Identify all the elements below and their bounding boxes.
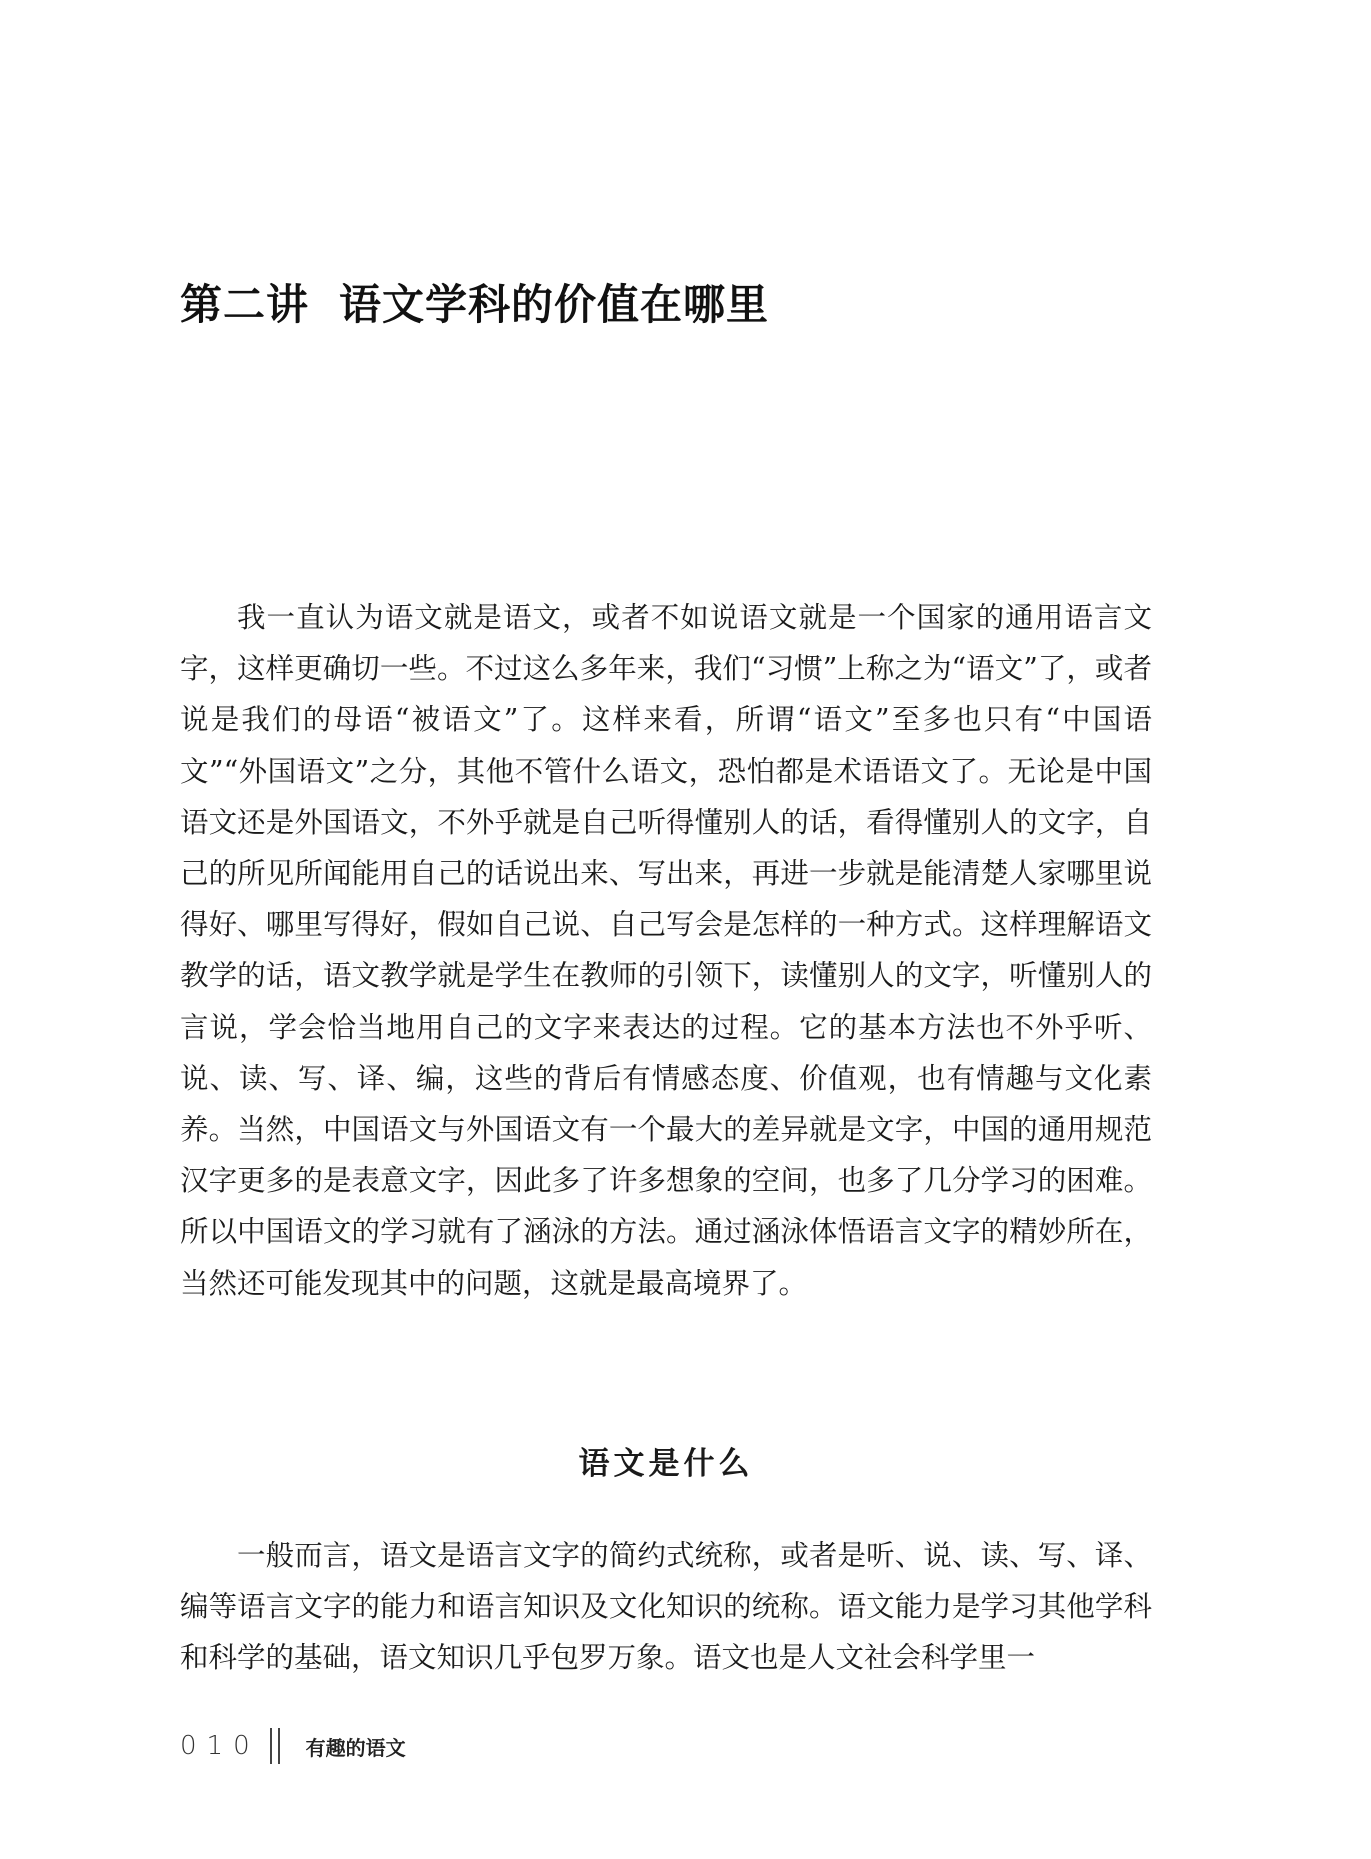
page-footer (180, 1726, 406, 1766)
footer-divider (270, 1728, 280, 1764)
section-paragraph: 一般而言，语文是语言文字的简约式统称，或者是听、说、读、写、译、编等语言文字的能力和语言知识及文化知识的统称。语文能力是学习其他学科和科学的基础，语文知识几乎包罗万象。语文也是人文社会科学里一 (180, 1539, 1152, 1675)
chapter-title-text: 语文学科的价值在哪里 (339, 280, 770, 329)
chapter-label: 第二讲 (180, 280, 310, 329)
section-heading: 语文是什么 (578, 1446, 754, 1482)
page-number: 010 (180, 1731, 260, 1761)
book-title: 有趣的语文 (305, 1735, 406, 1760)
chapter-title (180, 272, 769, 332)
intro-paragraph: 我一直认为语文就是语文，或者不如说语文就是一个国家的通用语言文字，这样更确切一些。不过这么多年来，我们“习惯”上称之为“语文”了，或者说是我们的母语“被语文”了。这样来看，所谓“语文”至多也只有“中国语文”“外国语文”之分，其他不管什么语文，恐怕都是术语语文了。无论是中国语文还是外国语文，不外乎就是自己听得懂别人的话，看得懂别人的文字，自己的所见所闻能用自己的话说出来、写出来，再进一步就是能清楚人家哪里说得好、哪里写得好，假如自己说、自己写会是怎样的一种方式。这样理解语文教学的话，语文教学就是学生在教师的引领下，读懂别人的文字，听懂别人的言说，学会恰当地用自己的文字来表达的过程。它的基本方法也不外乎听、说、读、写、译、编，这些的背后有情感态度、价值观，也有情趣与文化素养。当然，中国语文与外国语文有一个最大的差异就是文字，中国的通用规范汉字更多的是表意文字，因此多了许多想象的空间，也多了几分学习的困难。所以中国语文的学习就有了涵泳的方法。通过涵泳体悟语言文字的精妙所在，当然还可能发现其中的问题，这就是最高境界了。 (180, 601, 1152, 1300)
